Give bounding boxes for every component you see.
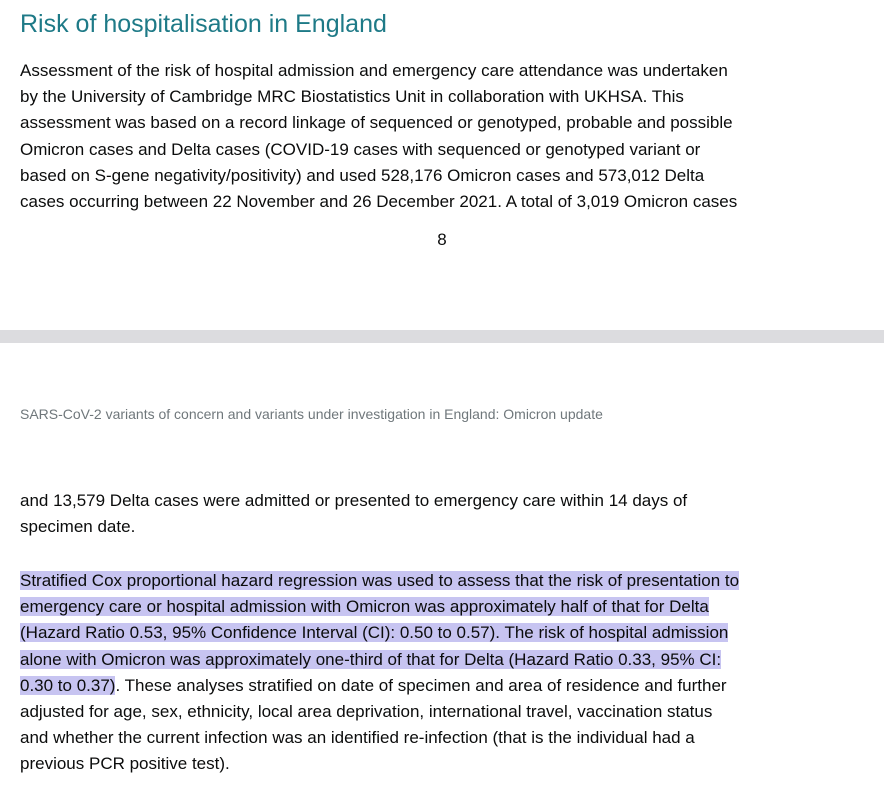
unselected-text: . These analyses stratified on date of specimen and area of residence and further [115,675,727,695]
selected-text[interactable]: alone with Omicron was approximately one-third of that for Delta (Hazard Ratio 0.33, 95% CI: [20,649,722,669]
paragraph-line: Omicron cases and Delta cases (COVID-19 cases with sequenced or genotyped variant or [20,139,701,159]
paragraph-line [20,673,870,699]
selected-text[interactable]: emergency care or hospital admission with Omicron was approximately half of that for Delta [20,597,709,617]
paragraph-line: assessment was based on a record linkage of sequenced or genotyped, probable and possible [20,113,733,133]
paragraph-line: adjusted for age, sex, ethnicity, local area deprivation, international travel, vaccination status [20,702,713,722]
hazard-ratio-paragraph[interactable] [20,568,870,778]
selected-text[interactable]: (Hazard Ratio 0.53, 95% Confidence Interval (CI): 0.50 to 0.57). The risk of hospital admission [20,623,729,643]
assessment-paragraph [20,58,870,215]
paragraph-line: based on S-gene negativity/positivity) and used 528,176 Omicron cases and 573,012 Delta [20,165,705,185]
paragraph-line: previous PCR positive test). [20,754,230,774]
paragraph-line: and 13,579 Delta cases were admitted or presented to emergency care within 14 days of [20,491,688,510]
admissions-paragraph [20,488,870,540]
section-heading: Risk of hospitalisation in England [20,10,387,38]
paragraph-line: and whether the current infection was an identified re-infection (that is the individual had a [20,728,695,748]
selected-text[interactable]: Stratified Cox proportional hazard regression was used to assess that the risk of presentation to [20,571,740,590]
running-header: SARS-CoV-2 variants of concern and variants under investigation in England: Omicron update [20,406,603,422]
selected-text[interactable]: 0.30 to 0.37) [20,675,116,695]
page-number: 8 [437,230,447,249]
paragraph-line: specimen date. [20,517,136,537]
paragraph-line: cases occurring between 22 November and 26 December 2021. A total of 3,019 Omicron cases [20,192,738,212]
page-separator [0,330,884,343]
paragraph-line: by the University of Cambridge MRC Biostatistics Unit in collaboration with UKHSA. This [20,87,684,107]
paragraph-line: Assessment of the risk of hospital admission and emergency care attendance was undertaken [20,61,728,80]
